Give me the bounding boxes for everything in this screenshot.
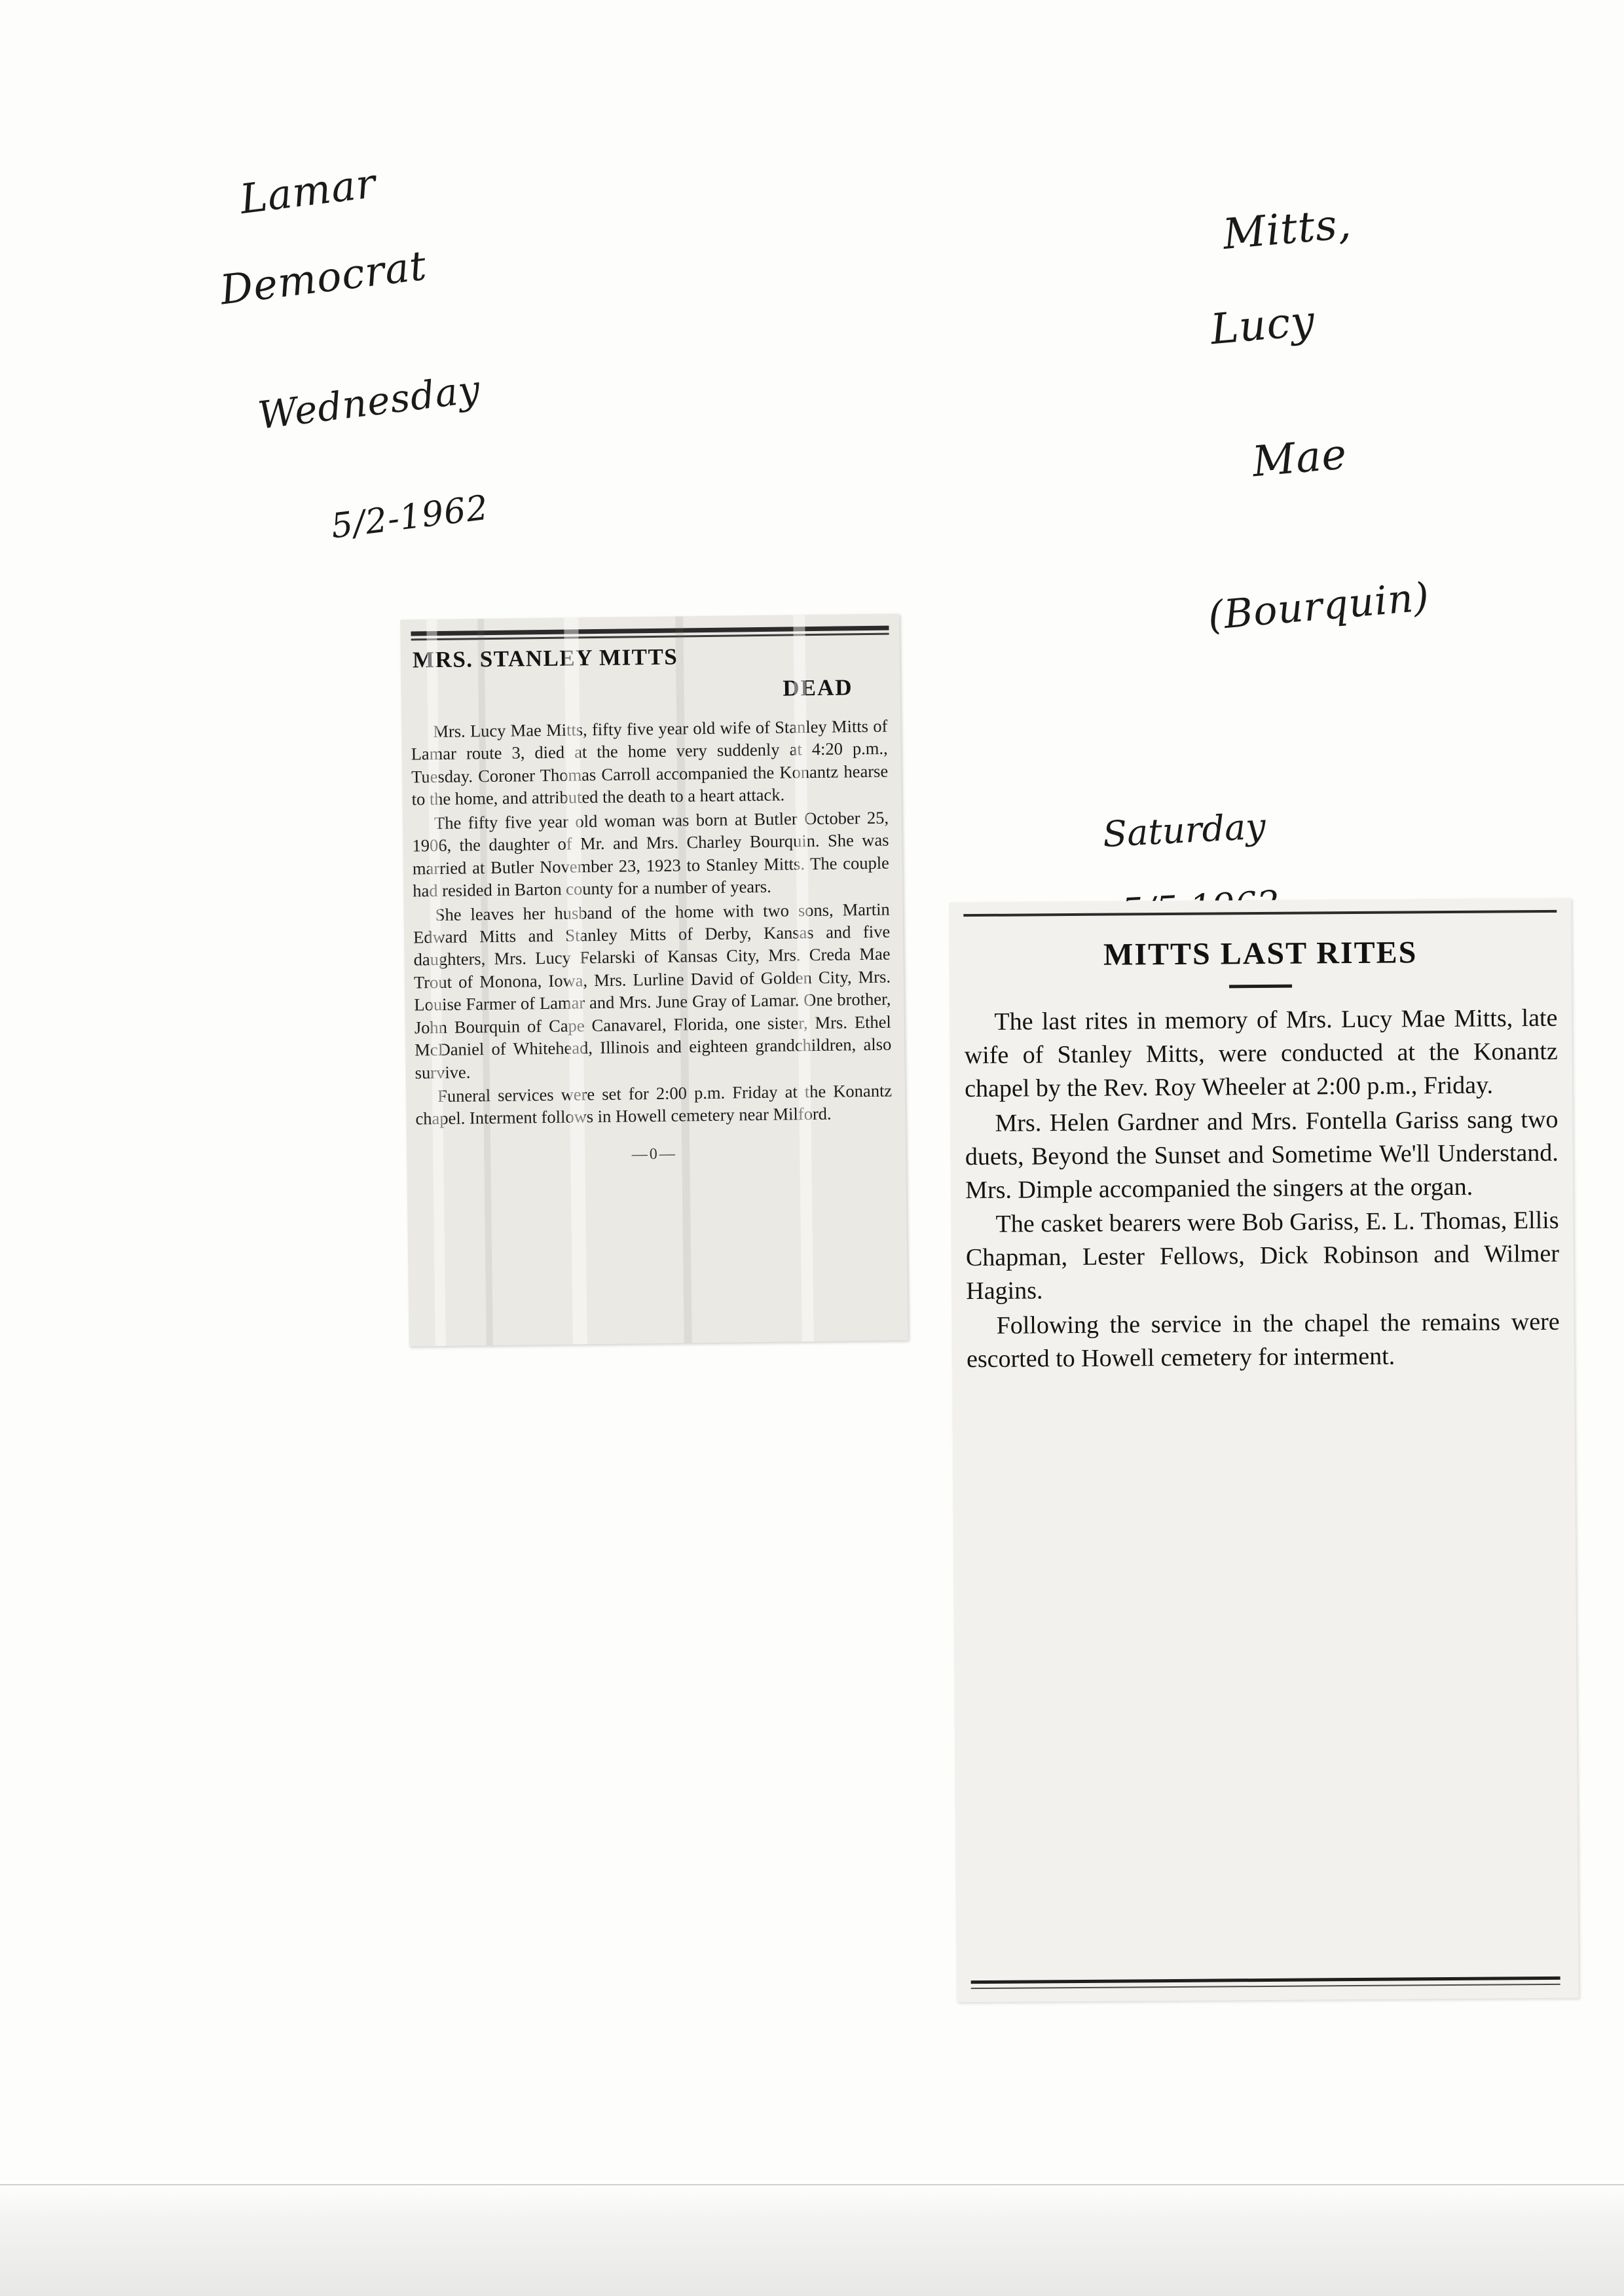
newspaper-clipping-obituary xyxy=(400,613,908,1346)
scan-bottom-shadow xyxy=(0,2180,1624,2296)
source-note-line-4: 5/2-1962 xyxy=(329,488,491,547)
name-note-line-3: Mae xyxy=(1250,430,1349,487)
handwritten-source-note xyxy=(179,110,507,642)
newspaper-clipping-last-rites xyxy=(949,898,1579,2003)
obituary-paragraph: The fifty five year old woman was born at Butler October 25, 1906, the daughter of Mr. and Mrs. Charley Bourquin. She was married at Butler November 23, 1923 to Stanley Mitts. The couple had resided in Barton county for a number of years. xyxy=(412,807,890,901)
date-note-line-1: Saturday xyxy=(1101,805,1267,855)
obituary-end-mark: —0— xyxy=(631,1145,677,1163)
last-rites-body xyxy=(964,1002,1560,1376)
obituary-body xyxy=(411,715,898,1168)
obituary-headline-main: MRS. STANLEY MITTS xyxy=(412,644,678,673)
source-note-line-1: Lamar xyxy=(237,159,379,223)
obituary-paragraph: She leaves her husband of the home with two sons, Martin Edward Mitts and Stanley Mitts of Derby, Kansas and five daughters, Mrs. Lucy Felarski of Kansas City, Mrs. Creda Mae Trout of Monona, Iowa, Mrs. Lurline David of Golden City, Mrs. Louise Farmer of Lamar and Mrs. June Gray of Lamar. One brother, John Bourquin of Cape Canavarel, Florida, one sister, Mrs. Ethel McDaniel of Whitehead, Illinois and eighteen grandchildren, also survive. xyxy=(413,899,892,1083)
obituary-headline-sub: DEAD xyxy=(783,674,853,701)
source-note-line-2: Democrat xyxy=(217,241,430,314)
clipping-top-rule xyxy=(963,910,1557,917)
source-note-line-3: Wednesday xyxy=(255,366,483,438)
obituary-paragraph: Funeral services were set for 2:00 p.m. Friday at the Konantz chapel. Interment follows in Howell cemetery near Milford. xyxy=(415,1080,893,1129)
name-note-line-1: Mitts, xyxy=(1221,200,1354,260)
scan-edge-line xyxy=(0,2184,1624,2185)
clipping-bottom-rule xyxy=(971,1977,1560,1984)
last-rites-paragraph: The last rites in memory of Mrs. Lucy Mae Mitts, late wife of Stanley Mitts, were conducted at the Konantz chapel by the Rev. Roy Wheeler at 2:00 p.m., Friday. xyxy=(964,1004,1558,1102)
last-rites-paragraph: Following the service in the chapel the remains were escorted to Howell cemetery for interment. xyxy=(966,1307,1560,1374)
last-rites-paragraph: Mrs. Helen Gardner and Mrs. Fontella Gariss sang two duets, Beyond the Sunset and Sometime We'll Understand. Mrs. Dimple accompanied the singers at the organ. xyxy=(965,1105,1559,1204)
handwritten-name-note xyxy=(1162,155,1439,725)
headline-divider xyxy=(1229,985,1292,989)
clipping-bottom-rule-secondary xyxy=(971,1984,1560,1989)
name-note-line-4: (Bourquin) xyxy=(1206,574,1431,639)
obituary-headline xyxy=(413,642,893,706)
name-note-line-2: Lucy xyxy=(1208,297,1318,354)
last-rites-paragraph: The casket bearers were Bob Gariss, E. L. Thomas, Ellis Chapman, Lester Fellows, Dick Robinson and Wilmer Hagins. xyxy=(965,1207,1560,1305)
obituary-paragraph: Mrs. Lucy Mae Mitts, fifty five year old wife of Stanley Mitts of Lamar route 3, died at the home very suddenly at 4:20 p.m., Tuesday. Coroner Thomas Carroll accompanied the Konantz hearse to the home, and attributed the death to a heart attack. xyxy=(411,716,889,809)
last-rites-headline: MITTS LAST RITES xyxy=(1103,935,1418,972)
